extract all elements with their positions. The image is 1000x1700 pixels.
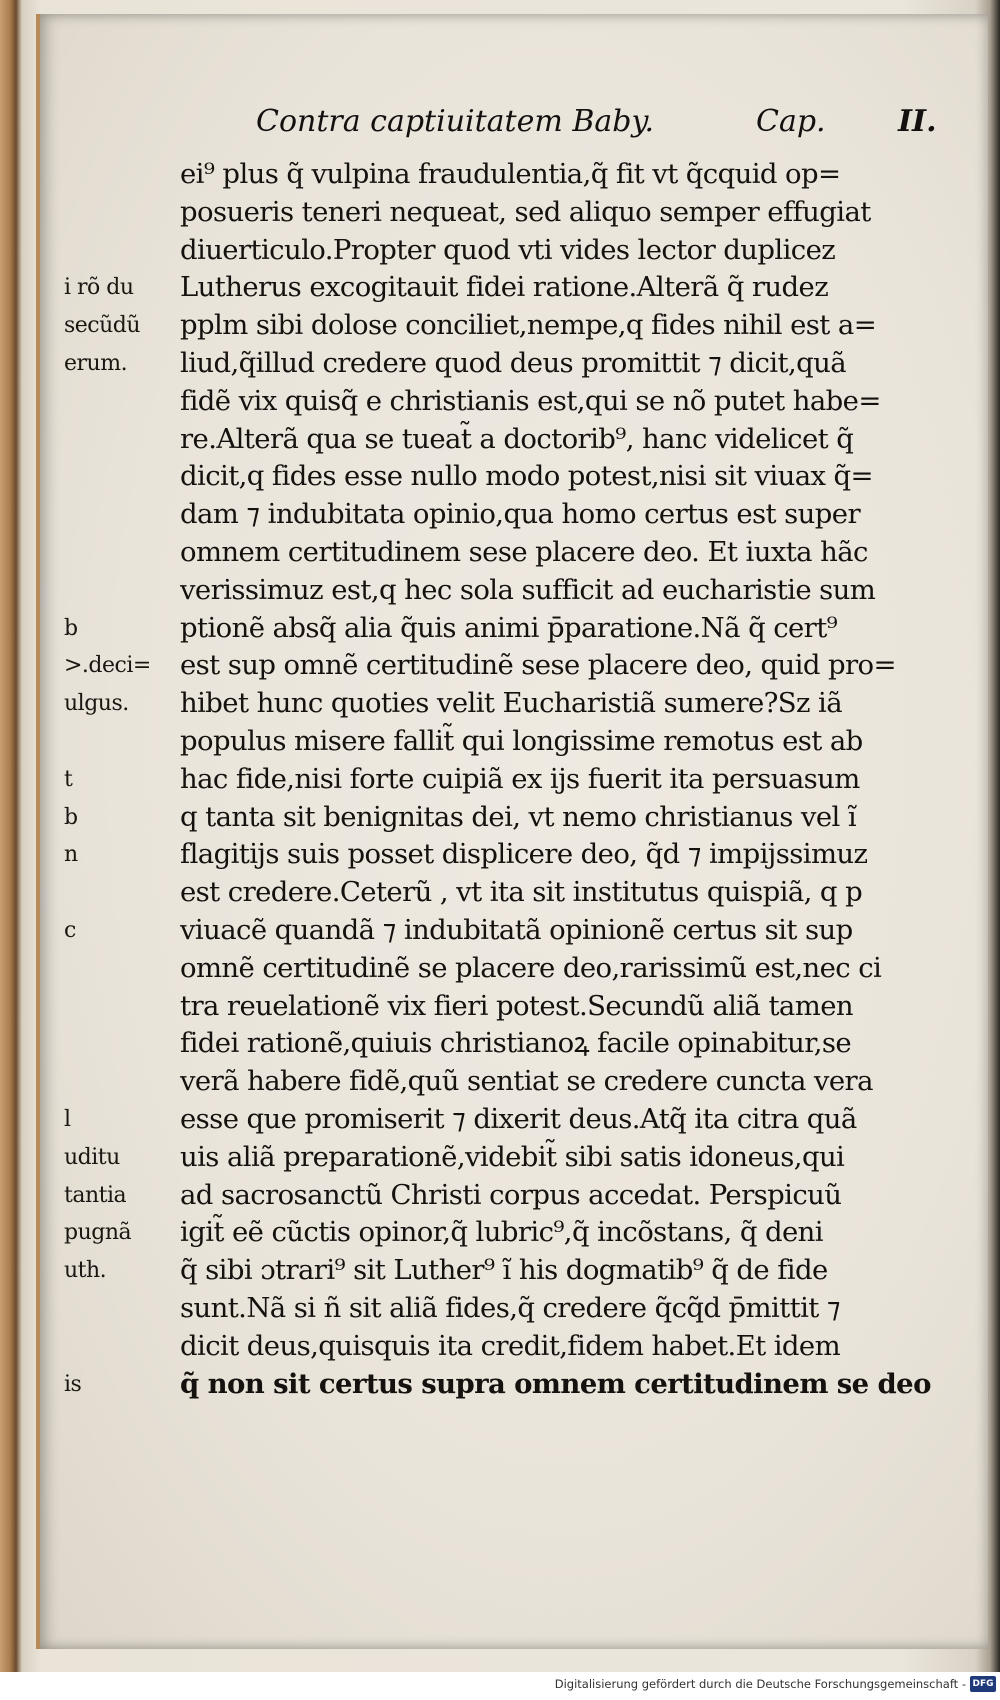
text-line: viuacẽ quandã ⁊ indubitatã opinionẽ certus sit sup — [180, 913, 853, 946]
footer-bar — [0, 1672, 1000, 1700]
margin-note: uditu — [64, 1144, 120, 1170]
margin-note: tantia — [64, 1182, 127, 1208]
margin-note: t — [64, 766, 73, 792]
header-title: Contra captiuitatem Baby. — [256, 104, 654, 139]
margin-note: i rõ du — [64, 275, 134, 301]
margin-note: >.deci= — [64, 653, 151, 679]
header-chapter-label: Cap. — [756, 104, 826, 139]
running-header — [256, 104, 956, 150]
text-line: q̃ sibi ɔtrari⁹ sit Luther⁹ ĩ his dogmatib⁹ q̃ de fide — [180, 1254, 828, 1287]
text-line: omnẽ certitudinẽ se placere deo,rarissimũ est,nec ci — [180, 951, 882, 984]
margin-note: pugnã — [64, 1220, 132, 1246]
margin-note: b — [64, 615, 78, 641]
margin-note: b — [64, 804, 78, 830]
text-line: tra reuelationẽ vix fieri potest.Secundũ aliã tamen — [180, 989, 853, 1022]
text-line: fidei rationẽ,quiuis christianoꝝ facile opinabitur,se — [180, 1027, 852, 1060]
text-line: ad sacrosanctũ Christi corpus accedat. Perspicuũ — [180, 1178, 842, 1211]
text-line: esse que promiserit ⁊ dixerit deus.Atq̃ ita citra quã — [180, 1102, 857, 1135]
text-line: uis aliã preparationẽ,videbit̃ sibi satis idoneus,qui — [180, 1140, 845, 1173]
body-text — [180, 156, 970, 1403]
text-line: re.Alterã qua se tueat̃ a doctorib⁹, hanc videlicet q̃ — [180, 422, 854, 455]
text-line: fidẽ vix quisq̃ e christianis est,qui se nõ putet habe= — [180, 384, 881, 417]
margin-note: uth. — [64, 1258, 107, 1284]
text-line: verissimuz est,q hec sola sufficit ad eucharistie sum — [180, 573, 876, 606]
text-line: est credere.Ceterũ , vt ita sit institutus quispiã, q p — [180, 876, 863, 909]
margin-note: secũdũ — [64, 313, 141, 339]
text-line: diuerticulo.Propter quod vti vides lector duplicez — [180, 233, 836, 266]
text-line: populus misere fallit̃ qui longissime remotus est ab — [180, 724, 863, 757]
text-line: dicit deus,quisquis ita credit,fidem habet.Et idem — [180, 1329, 841, 1362]
text-line: posueris teneri nequeat, sed aliquo semper effugiat — [180, 195, 871, 228]
dfg-logo: DFG — [970, 1676, 996, 1692]
text-line: verã habere fidẽ,quũ sentiat se credere cuncta vera — [180, 1065, 873, 1098]
text-line: liud,q̃illud credere quod deus promittit ⁊ dicit,quã — [180, 346, 846, 379]
text-line: Lutherus excogitauit fidei ratione.Alterã q̃ rudez — [180, 271, 829, 304]
text-line: q tanta sit benignitas dei, vt nemo christianus vel ĩ — [180, 800, 857, 833]
footer-credit: Digitalisierung gefördert durch die Deutsche Forschungsgemeinschaft - — [554, 1677, 966, 1691]
text-line: est sup omnẽ certitudinẽ sese placere deo, quid pro= — [180, 649, 896, 682]
text-line: ei⁹ plus q̃ vulpina fraudulentia,q̃ fit vt q̃cquid op= — [180, 158, 841, 190]
text-line: hac fide,nisi forte cuipiã ex ijs fuerit ita persuasum — [180, 762, 860, 795]
text-line: hibet hunc quoties velit Eucharistiã sumere?Sz iã — [180, 687, 843, 720]
margin-note: erum. — [64, 351, 128, 376]
header-page-number: II. — [898, 104, 937, 139]
margin-note: ulgus. — [64, 691, 129, 717]
text-line: ptionẽ absq̃ alia q̃uis animi p̄paratione.Nã q̃ cert⁹ — [180, 611, 838, 644]
margin-note: l — [64, 1107, 71, 1132]
text-line: sunt.Nã si ñ sit aliã fides,q̃ credere q̃cq̃d p̄mittit ⁊ — [180, 1291, 840, 1324]
text-line: igit̃ eẽ cũctis opinor,q̃ lubric⁹,q̃ incõstans, q̃ deni — [180, 1216, 823, 1249]
text-line: flagitijs suis posset displicere deo, q̃d ⁊ impijssimuz — [180, 838, 868, 871]
text-line: dicit,q fides esse nullo modo potest,nisi sit viuax q̃= — [180, 460, 873, 493]
text-line: pplm sibi dolose conciliet,nempe,q fides nihil est a= — [180, 309, 877, 342]
text-line: dam ⁊ indubitata opinio,qua homo certus est super — [180, 498, 861, 531]
margin-note: is — [64, 1371, 82, 1397]
margin-note: c — [64, 918, 76, 943]
text-line: q̃ non sit certus supra omnem certitudinem se deo — [180, 1367, 931, 1400]
margin-note: n — [64, 842, 78, 868]
text-line: omnem certitudinem sese placere deo. Et iuxta hãc — [180, 535, 868, 568]
book-page — [36, 14, 988, 1649]
